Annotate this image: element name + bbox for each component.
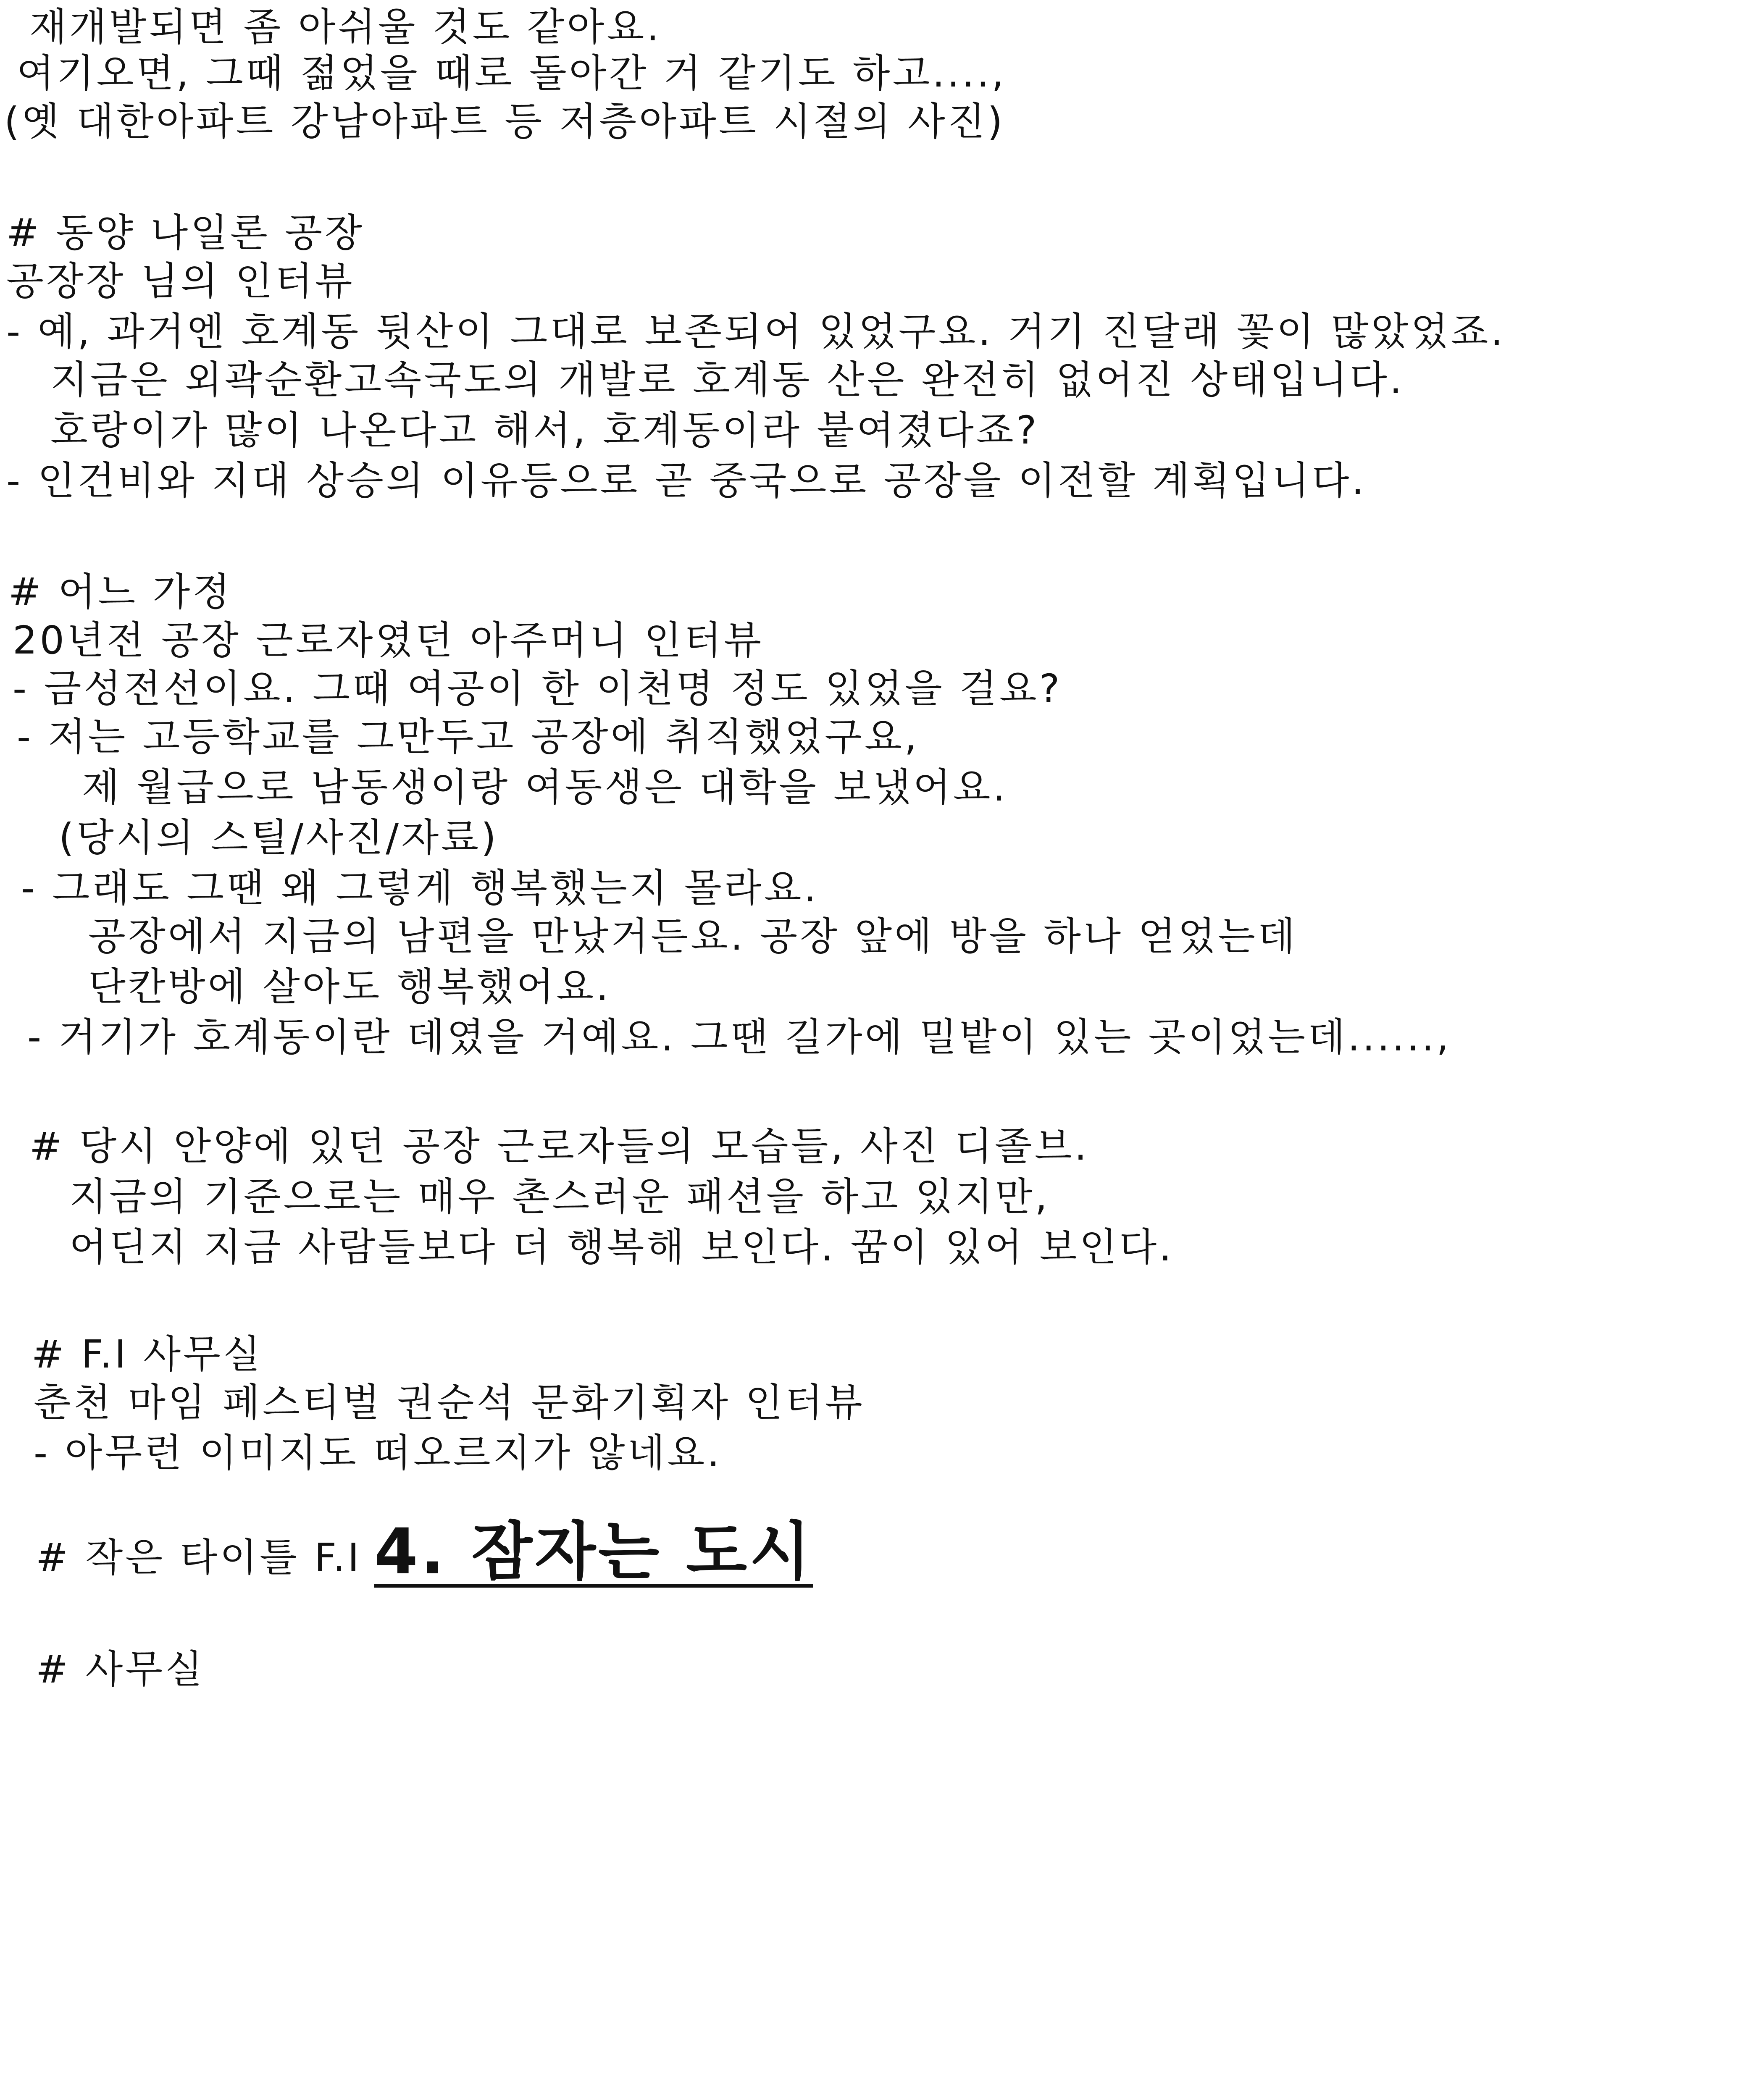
text-line: - 금성전선이요. 그때 여공이 한 이천명 정도 있었을 걸요? (13, 666, 1062, 711)
section-heading: # 당시 안양에 있던 공장 근로자들의 모습들, 사진 디졸브. (29, 1124, 1089, 1169)
text-line: 공장장 님의 인터뷰 (6, 259, 355, 304)
text-line: (당시의 스틸/사진/자료) (59, 815, 499, 860)
text-line: 춘천 마임 페스티벌 권순석 문화기획자 인터뷰 (34, 1380, 865, 1425)
text-line: 20년전 공장 근로자였던 아주머니 인터뷰 (13, 618, 764, 663)
text-line: - 그래도 그땐 왜 그렇게 행복했는지 몰라요. (21, 866, 819, 911)
text-line: 어딘지 지금 사람들보다 더 행복해 보인다. 꿈이 있어 보인다. (69, 1225, 1174, 1270)
text-line: - 저는 고등학교를 그만두고 공장에 취직했었구요, (17, 714, 920, 759)
text-line: (옛 대한아파트 강남아파트 등 저층아파트 시절의 사진) (4, 99, 1005, 144)
text-line: - 아무런 이미지도 떠오르지가 않네요. (34, 1431, 722, 1475)
text-line: 지금의 기준으로는 매우 촌스러운 패션을 하고 있지만, (69, 1174, 1050, 1219)
section-heading: # 작은 타이틀 F.I (36, 1535, 362, 1580)
text-line: 호랑이가 많이 나온다고 해서, 호계동이라 붙여졌다죠? (50, 408, 1039, 453)
handwritten-title: 4. 잠자는 도시 (374, 1515, 813, 1588)
text-line: 단칸방에 살아도 행복했어요. (88, 964, 611, 1009)
text-line: 여기오면, 그때 젊었을 때로 돌아간 거 같기도 하고...., (17, 51, 1007, 96)
text-line: 지금은 외곽순환고속국도의 개발로 호계동 산은 완전히 없어진 상태입니다. (50, 357, 1404, 402)
text-line: - 인건비와 지대 상승의 이유등으로 곧 중국으로 공장을 이전할 계획입니다. (6, 458, 1367, 503)
title-heading-line (36, 1515, 813, 1588)
section-heading: # 사무실 (36, 1647, 205, 1692)
text-line: 제 월급으로 남동생이랑 여동생은 대학을 보냈어요. (82, 765, 1008, 810)
text-line: 공장에서 지금의 남편을 만났거든요. 공장 앞에 방을 하나 얻었는데 (88, 914, 1298, 959)
section-heading: # 어느 가정 (8, 570, 233, 614)
text-line: - 예, 과거엔 호계동 뒷산이 그대로 보존되어 있었구요. 거기 진달래 꽃이 많았었죠. (6, 309, 1506, 354)
text-line: 재개발되면 좀 아쉬울 것도 같아요. (29, 5, 662, 50)
text-line: - 거기가 호계동이란 데였을 거예요. 그땐 길가에 밀밭이 있는 곳이었는데......, (27, 1015, 1451, 1060)
section-heading: # F.I 사무실 (32, 1332, 263, 1377)
section-heading: # 동양 나일론 공장 (6, 210, 365, 255)
